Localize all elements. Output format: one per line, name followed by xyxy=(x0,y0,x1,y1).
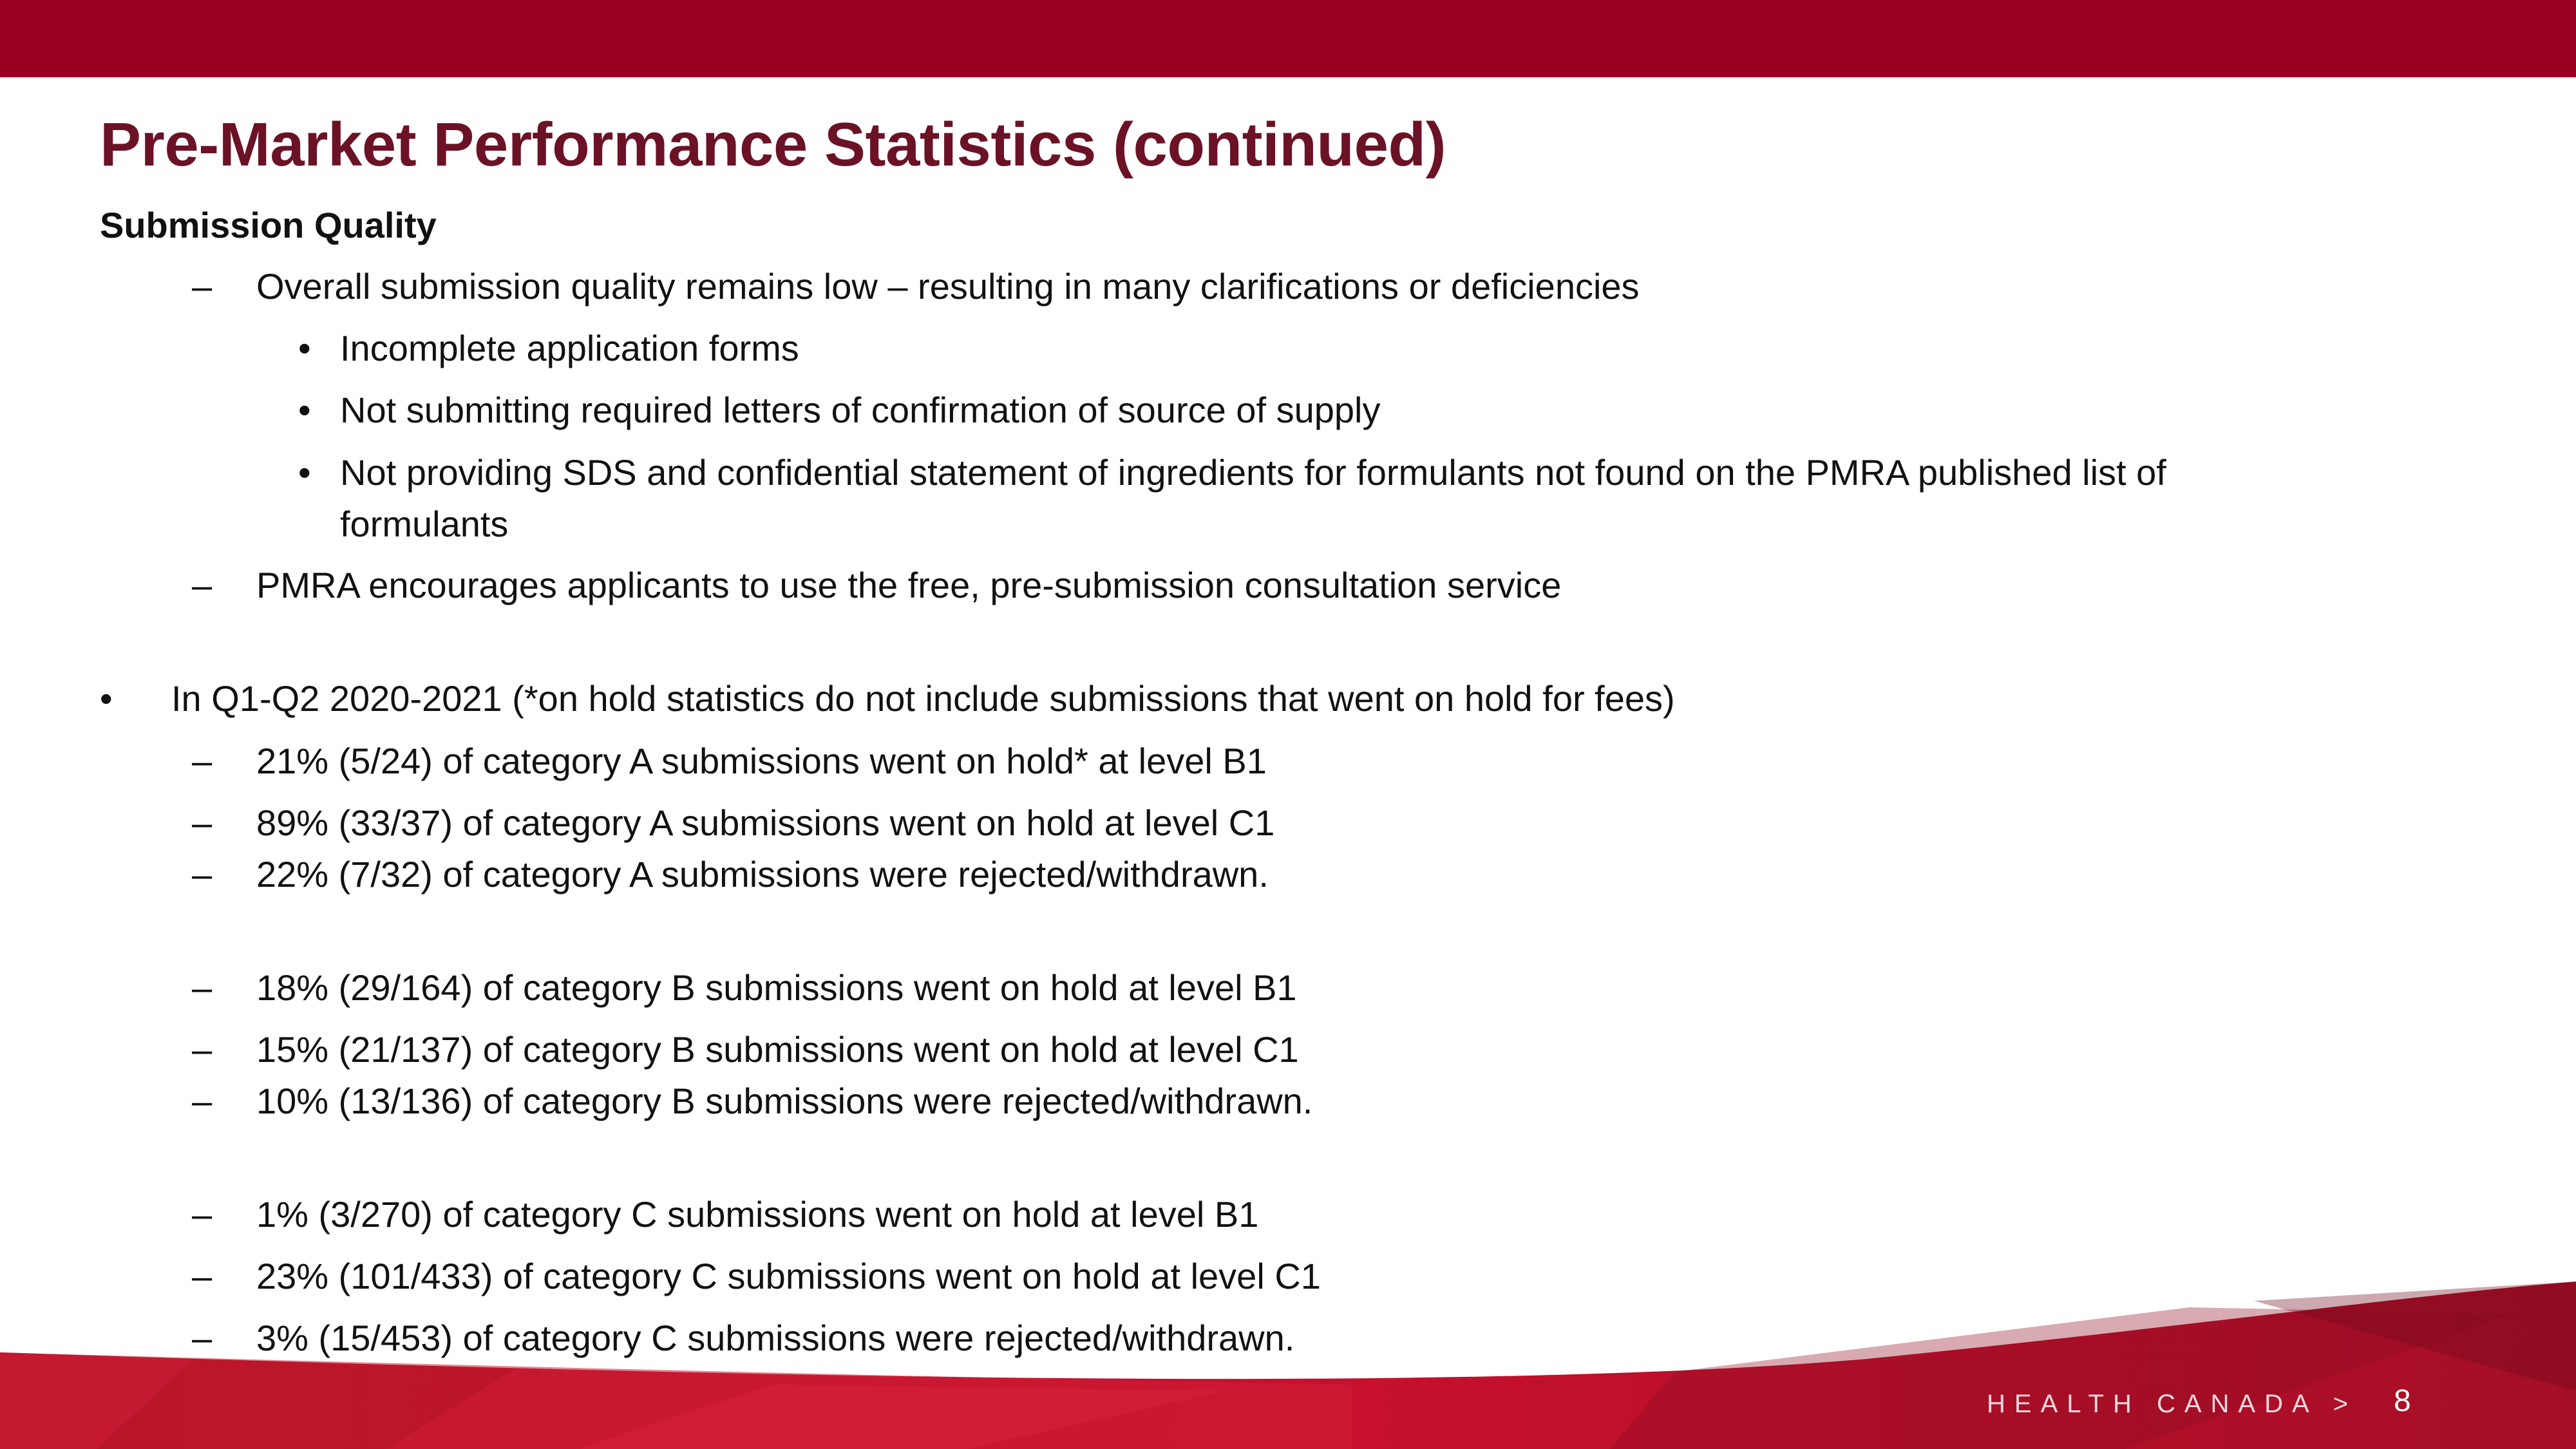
stat-b-2: 15% (21/137) of category B submissions went on hold at level C1 xyxy=(256,1029,1299,1070)
stat-a-3: 22% (7/32) of category A submissions were rejected/withdrawn. xyxy=(256,854,1269,895)
stat-c-1: 1% (3/270) of category C submissions went on hold at level B1 xyxy=(256,1194,1259,1235)
dash-marker: – xyxy=(192,802,213,843)
quality-sub-2: Not submitting required letters of confirmation of source of supply xyxy=(340,390,1381,430)
stat-c-2: 23% (101/433) of category C submissions went on hold at level C1 xyxy=(256,1256,1321,1296)
section-heading: Submission Quality xyxy=(100,205,437,245)
page-number: 8 xyxy=(2394,1384,2411,1418)
dash-marker: – xyxy=(192,1256,213,1296)
dash-marker: – xyxy=(192,1318,213,1358)
stats-intro: In Q1-Q2 2020-2021 (*on hold statistics do not include submissions that went on hold for fees) xyxy=(171,678,1675,719)
slide-title: Pre-Market Performance Statistics (continued) xyxy=(100,110,1446,179)
bullet-marker: • xyxy=(298,328,311,368)
dash-marker: – xyxy=(192,1029,213,1070)
stat-b-1: 18% (29/164) of category B submissions went on hold at level B1 xyxy=(256,967,1297,1008)
quality-point-1: Overall submission quality remains low – resulting in many clarifications or deficiencies xyxy=(256,266,1640,307)
stat-a-1: 21% (5/24) of category A submissions went on hold* at level B1 xyxy=(256,741,1267,781)
quality-sub-1: Incomplete application forms xyxy=(340,328,799,368)
dash-marker: – xyxy=(192,1081,213,1121)
dash-marker: – xyxy=(192,266,213,307)
quality-point-2: PMRA encourages applicants to use the free, pre-submission consultation service xyxy=(256,565,1562,605)
quality-sub-3-cont: formulants xyxy=(340,504,509,544)
footer-brand: HEALTH CANADA > xyxy=(1987,1390,2357,1418)
dash-marker: – xyxy=(192,854,213,895)
top-banner xyxy=(0,0,2576,77)
dash-marker: – xyxy=(192,967,213,1008)
quality-sub-3: Not providing SDS and confidential statement of ingredients for formulants not found on the PMRA published list of xyxy=(340,452,2166,493)
stat-b-3: 10% (13/136) of category B submissions were rejected/withdrawn. xyxy=(256,1081,1313,1121)
bullet-marker: • xyxy=(298,390,311,430)
stat-c-3: 3% (15/453) of category C submissions were rejected/withdrawn. xyxy=(256,1318,1295,1358)
bullet-marker: • xyxy=(298,452,311,493)
dash-marker: – xyxy=(192,565,213,605)
bullet-marker: • xyxy=(100,678,113,719)
dash-marker: – xyxy=(192,1194,213,1235)
dash-marker: – xyxy=(192,741,213,781)
stat-a-2: 89% (33/37) of category A submissions went on hold at level C1 xyxy=(256,802,1275,843)
